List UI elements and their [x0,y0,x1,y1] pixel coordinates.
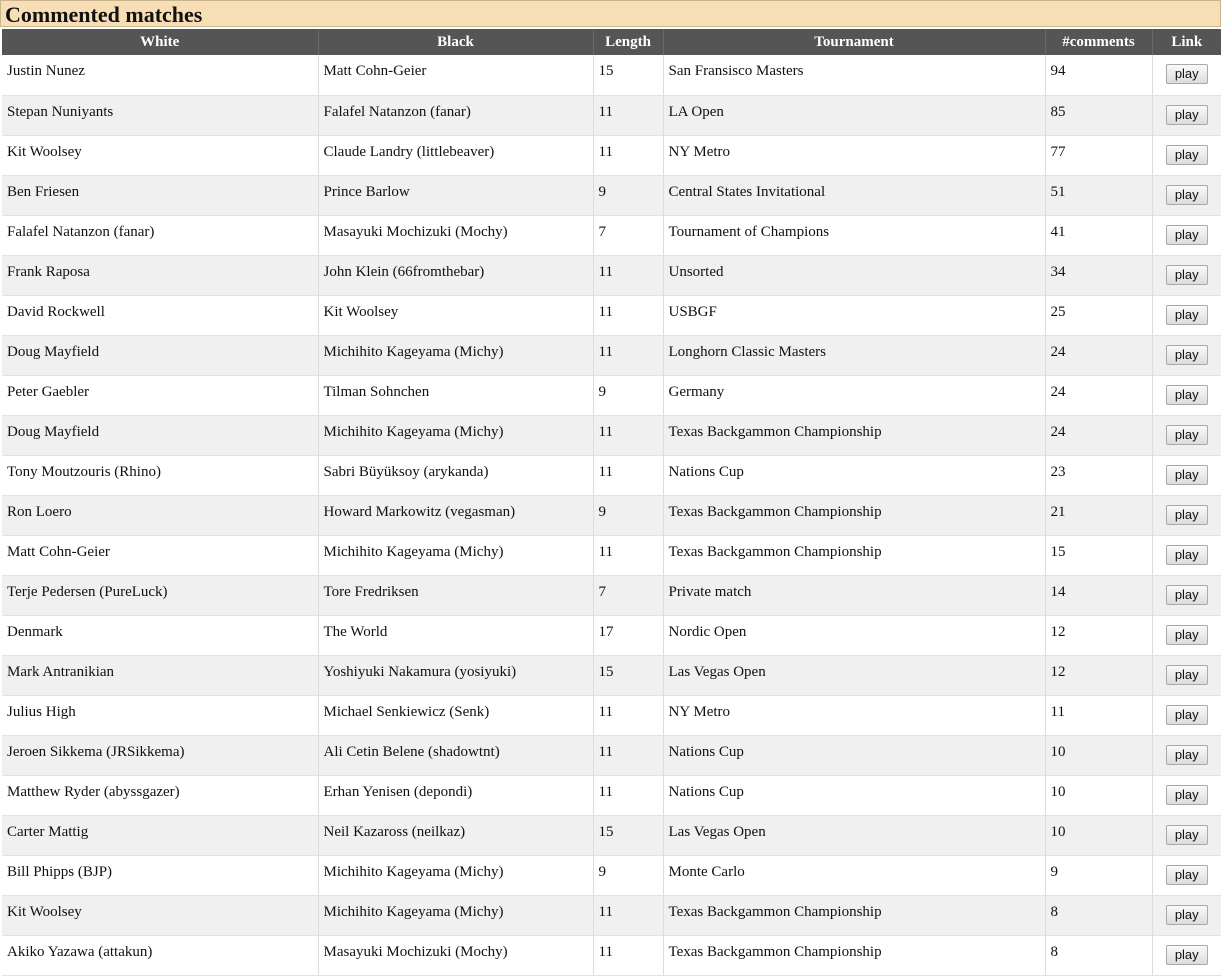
white-player-cell: Akiko Yazawa (attakun) [2,935,318,975]
tournament-cell: Monte Carlo [663,855,1045,895]
table-row [2,735,1221,775]
black-player-cell: Sabri Büyüksoy (arykanda) [318,455,593,495]
black-player-cell: Michihito Kageyama (Michy) [318,415,593,455]
comment-count-cell: 15 [1045,535,1152,575]
comment-count-cell: 11 [1045,695,1152,735]
white-player-cell: Terje Pedersen (PureLuck) [2,575,318,615]
play-button[interactable]: play [1166,665,1208,685]
table-row [2,655,1221,695]
match-length-cell: 9 [593,495,663,535]
black-player-cell: Falafel Natanzon (fanar) [318,95,593,135]
tournament-cell: Texas Backgammon Championship [663,415,1045,455]
comment-count-cell: 24 [1045,335,1152,375]
match-length-cell: 11 [593,895,663,935]
white-player-cell: Jeroen Sikkema (JRSikkema) [2,735,318,775]
comment-count-cell: 77 [1045,135,1152,175]
match-length-cell: 7 [593,215,663,255]
tournament-cell: USBGF [663,295,1045,335]
table-row [2,135,1221,175]
link-cell [1152,935,1221,975]
tournament-cell: Nordic Open [663,615,1045,655]
comment-count-cell: 85 [1045,95,1152,135]
table-row [2,775,1221,815]
table-row [2,375,1221,415]
tournament-cell: Texas Backgammon Championship [663,535,1045,575]
play-button[interactable]: play [1166,905,1208,925]
black-player-cell: Erhan Yenisen (depondi) [318,775,593,815]
column-header-comments: #comments [1045,29,1152,55]
table-row [2,935,1221,975]
black-player-cell: Masayuki Mochizuki (Mochy) [318,935,593,975]
black-player-cell: Tilman Sohnchen [318,375,593,415]
comment-count-cell: 25 [1045,295,1152,335]
tournament-cell: Tournament of Champions [663,215,1045,255]
play-button[interactable]: play [1166,345,1208,365]
play-button[interactable]: play [1166,825,1208,845]
tournament-cell: Central States Invitational [663,175,1045,215]
match-length-cell: 9 [593,175,663,215]
comment-count-cell: 12 [1045,655,1152,695]
black-player-cell: John Klein (66fromthebar) [318,255,593,295]
play-button[interactable]: play [1166,425,1208,445]
play-button[interactable]: play [1166,545,1208,565]
match-length-cell: 11 [593,695,663,735]
link-cell [1152,695,1221,735]
column-header-black: Black [318,29,593,55]
table-row [2,535,1221,575]
white-player-cell: Ron Loero [2,495,318,535]
comment-count-cell: 14 [1045,575,1152,615]
black-player-cell: Tore Fredriksen [318,575,593,615]
table-row [2,855,1221,895]
tournament-cell: San Fransisco Masters [663,55,1045,95]
match-length-cell: 11 [593,255,663,295]
match-length-cell: 7 [593,575,663,615]
white-player-cell: Denmark [2,615,318,655]
link-cell [1152,655,1221,695]
link-cell [1152,815,1221,855]
table-row [2,215,1221,255]
match-length-cell: 11 [593,775,663,815]
match-length-cell: 11 [593,735,663,775]
match-length-cell: 15 [593,655,663,695]
tournament-cell: LA Open [663,95,1045,135]
tournament-cell: Nations Cup [663,455,1045,495]
table-row [2,255,1221,295]
column-header-white: White [2,29,318,55]
white-player-cell: Carter Mattig [2,815,318,855]
table-row [2,575,1221,615]
table-row [2,335,1221,375]
comment-count-cell: 24 [1045,375,1152,415]
white-player-cell: Mark Antranikian [2,655,318,695]
match-length-cell: 11 [593,415,663,455]
link-cell [1152,295,1221,335]
tournament-cell: Private match [663,575,1045,615]
play-button[interactable]: play [1166,745,1208,765]
black-player-cell: Howard Markowitz (vegasman) [318,495,593,535]
tournament-cell: Germany [663,375,1045,415]
black-player-cell: Kit Woolsey [318,295,593,335]
link-cell [1152,55,1221,95]
white-player-cell: Kit Woolsey [2,895,318,935]
white-player-cell: Tony Moutzouris (Rhino) [2,455,318,495]
comment-count-cell: 8 [1045,895,1152,935]
black-player-cell: Prince Barlow [318,175,593,215]
link-cell [1152,855,1221,895]
play-button[interactable]: play [1166,705,1208,725]
tournament-cell: Las Vegas Open [663,815,1045,855]
play-button[interactable]: play [1166,625,1208,645]
black-player-cell: Michihito Kageyama (Michy) [318,855,593,895]
link-cell [1152,615,1221,655]
play-button[interactable]: play [1166,785,1208,805]
table-row [2,95,1221,135]
table-row [2,295,1221,335]
table-row [2,815,1221,855]
match-length-cell: 11 [593,535,663,575]
match-length-cell: 11 [593,335,663,375]
white-player-cell: Bill Phipps (BJP) [2,855,318,895]
link-cell [1152,575,1221,615]
white-player-cell: Justin Nunez [2,55,318,95]
table-body [2,55,1221,975]
white-player-cell: Kit Woolsey [2,135,318,175]
tournament-cell: Nations Cup [663,735,1045,775]
play-button[interactable]: play [1166,265,1208,285]
link-cell [1152,95,1221,135]
white-player-cell: Doug Mayfield [2,335,318,375]
white-player-cell: Julius High [2,695,318,735]
match-length-cell: 9 [593,375,663,415]
matches-table [2,29,1221,976]
tournament-cell: Longhorn Classic Masters [663,335,1045,375]
link-cell [1152,135,1221,175]
play-button[interactable]: play [1166,105,1208,125]
tournament-cell: Unsorted [663,255,1045,295]
comment-count-cell: 94 [1045,55,1152,95]
play-button[interactable]: play [1166,64,1208,84]
link-cell [1152,895,1221,935]
column-header-tournament: Tournament [663,29,1045,55]
match-length-cell: 9 [593,855,663,895]
white-player-cell: Ben Friesen [2,175,318,215]
comment-count-cell: 12 [1045,615,1152,655]
match-length-cell: 11 [593,935,663,975]
table-row [2,615,1221,655]
tournament-cell: NY Metro [663,135,1045,175]
white-player-cell: Peter Gaebler [2,375,318,415]
white-player-cell: Doug Mayfield [2,415,318,455]
table-row [2,175,1221,215]
black-player-cell: Michihito Kageyama (Michy) [318,535,593,575]
play-button[interactable]: play [1166,185,1208,205]
play-button[interactable]: play [1166,225,1208,245]
comment-count-cell: 41 [1045,215,1152,255]
comment-count-cell: 10 [1045,735,1152,775]
table-row [2,415,1221,455]
black-player-cell: Ali Cetin Belene (shadowtnt) [318,735,593,775]
white-player-cell: Matt Cohn-Geier [2,535,318,575]
match-length-cell: 11 [593,135,663,175]
link-cell [1152,215,1221,255]
comment-count-cell: 23 [1045,455,1152,495]
tournament-cell: Texas Backgammon Championship [663,495,1045,535]
black-player-cell: The World [318,615,593,655]
match-length-cell: 11 [593,295,663,335]
table-header [2,29,1221,55]
white-player-cell: Stepan Nuniyants [2,95,318,135]
black-player-cell: Yoshiyuki Nakamura (yosiyuki) [318,655,593,695]
match-length-cell: 15 [593,55,663,95]
table-row [2,495,1221,535]
match-length-cell: 11 [593,455,663,495]
tournament-cell: NY Metro [663,695,1045,735]
link-cell [1152,175,1221,215]
black-player-cell: Michihito Kageyama (Michy) [318,335,593,375]
link-cell [1152,495,1221,535]
comment-count-cell: 10 [1045,815,1152,855]
black-player-cell: Neil Kazaross (neilkaz) [318,815,593,855]
black-player-cell: Masayuki Mochizuki (Mochy) [318,215,593,255]
match-length-cell: 15 [593,815,663,855]
black-player-cell: Matt Cohn-Geier [318,55,593,95]
link-cell [1152,255,1221,295]
table-row [2,895,1221,935]
link-cell [1152,535,1221,575]
section-header [0,0,1221,27]
white-player-cell: Falafel Natanzon (fanar) [2,215,318,255]
comment-count-cell: 10 [1045,775,1152,815]
black-player-cell: Michael Senkiewicz (Senk) [318,695,593,735]
play-button[interactable]: play [1166,385,1208,405]
column-header-link: Link [1152,29,1221,55]
link-cell [1152,415,1221,455]
table-row [2,455,1221,495]
link-cell [1152,775,1221,815]
play-button[interactable]: play [1166,945,1208,965]
match-length-cell: 11 [593,95,663,135]
comment-count-cell: 9 [1045,855,1152,895]
link-cell [1152,375,1221,415]
black-player-cell: Michihito Kageyama (Michy) [318,895,593,935]
comment-count-cell: 8 [1045,935,1152,975]
white-player-cell: David Rockwell [2,295,318,335]
play-button[interactable]: play [1166,585,1208,605]
table-row [2,695,1221,735]
play-button[interactable]: play [1166,865,1208,885]
white-player-cell: Matthew Ryder (abyssgazer) [2,775,318,815]
link-cell [1152,455,1221,495]
tournament-cell: Nations Cup [663,775,1045,815]
column-header-length: Length [593,29,663,55]
tournament-cell: Las Vegas Open [663,655,1045,695]
play-button[interactable]: play [1166,305,1208,325]
comment-count-cell: 34 [1045,255,1152,295]
link-cell [1152,335,1221,375]
white-player-cell: Frank Raposa [2,255,318,295]
play-button[interactable]: play [1166,145,1208,165]
play-button[interactable]: play [1166,465,1208,485]
comment-count-cell: 24 [1045,415,1152,455]
comment-count-cell: 51 [1045,175,1152,215]
table-row [2,55,1221,95]
tournament-cell: Texas Backgammon Championship [663,935,1045,975]
play-button[interactable]: play [1166,505,1208,525]
black-player-cell: Claude Landry (littlebeaver) [318,135,593,175]
tournament-cell: Texas Backgammon Championship [663,895,1045,935]
match-length-cell: 17 [593,615,663,655]
section-title: Commented matches [5,2,203,27]
link-cell [1152,735,1221,775]
comment-count-cell: 21 [1045,495,1152,535]
